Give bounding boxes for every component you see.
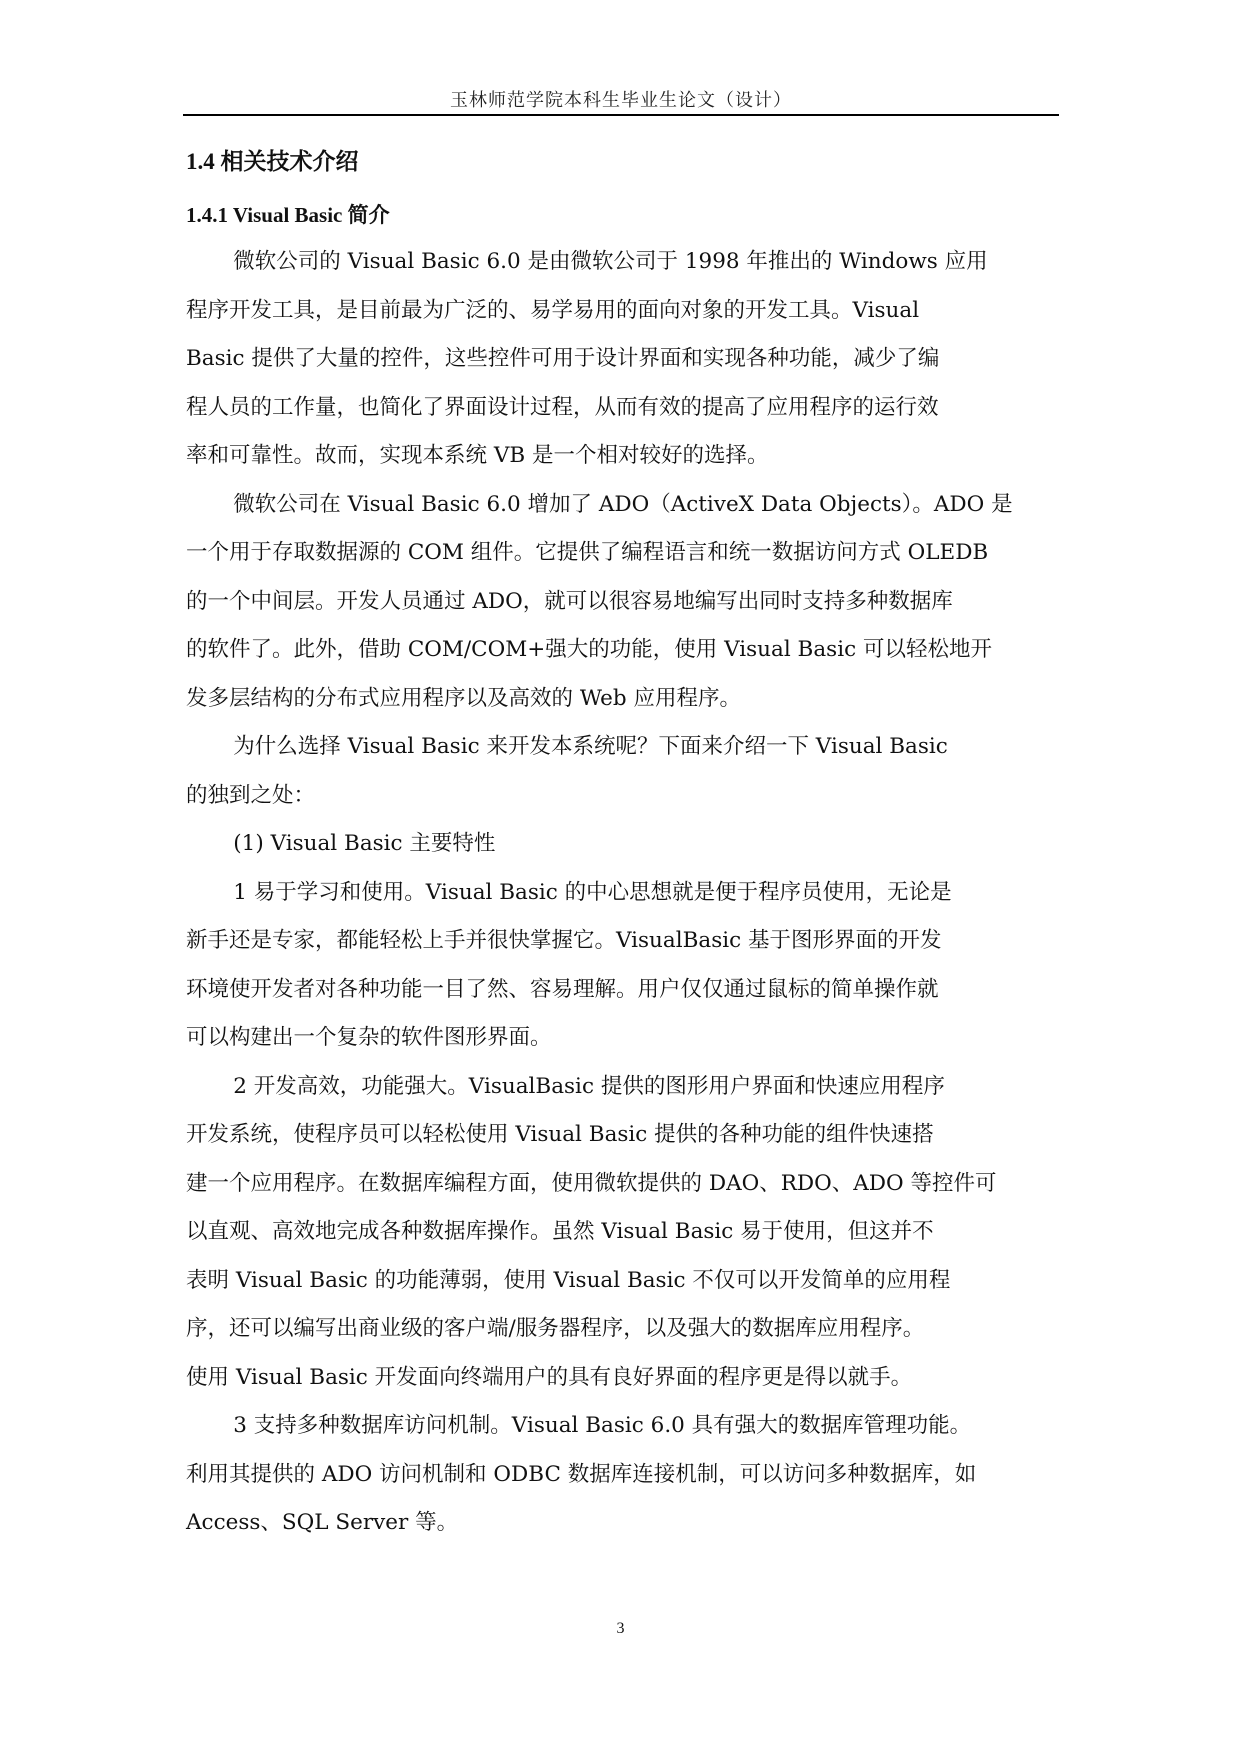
section-heading: 1.4 相关技术介绍 (186, 149, 359, 174)
paragraph (186, 820, 1054, 869)
paragraph-line: (1) Visual Basic 主要特性 (233, 831, 496, 856)
paragraph (186, 1063, 1054, 1403)
paragraph-line: 3 支持多种数据库访问机制。Visual Basic 6.0 具有强大的数据库管理功能。 (233, 1413, 972, 1438)
paragraph-line: 1 易于学习和使用。Visual Basic 的中心思想就是便于程序员使用，无论是 (233, 879, 952, 905)
paragraph-line: 微软公司在 Visual Basic 6.0 增加了 ADO（ActiveX Data Objects）。ADO 是 (233, 491, 1013, 517)
paragraph-line: 的一个中间层。开发人员通过 ADO，就可以很容易地编写出同时支持多种数据库 (186, 588, 953, 614)
paragraph-line: 一个用于存取数据源的 COM 组件。它提供了编程语言和统一数据访问方式 OLEDB (186, 540, 989, 565)
paragraph-line: 利用其提供的 ADO 访问机制和 ODBC 数据库连接机制，可以访问多种数据库，如 (186, 1461, 977, 1487)
paragraph-line: 率和可靠性。故而，实现本系统 VB 是一个相对较好的选择。 (186, 443, 769, 468)
paragraph-line: 的软件了。此外，借助 COM/COM+强大的功能，使用 Visual Basic 可以轻松地开 (186, 637, 992, 662)
paragraph-line: 环境使开发者对各种功能一目了然、容易理解。用户仅仅通过鼠标的简单操作就 (186, 976, 939, 1002)
paragraph-line: 开发系统，使程序员可以轻松使用 Visual Basic 提供的各种功能的组件快速搭 (186, 1122, 934, 1147)
paragraph (186, 238, 1054, 481)
paragraph-line: 2 开发高效，功能强大。VisualBasic 提供的图形用户界面和快速应用程序 (233, 1073, 945, 1099)
paragraph-line: 程人员的工作量，也简化了界面设计过程，从而有效的提高了应用程序的运行效 (186, 394, 939, 420)
paragraph-line: 发多层结构的分布式应用程序以及高效的 Web 应用程序。 (186, 685, 742, 711)
paragraph-line: 建一个应用程序。在数据库编程方面，使用微软提供的 DAO、RDO、ADO 等控件可 (186, 1170, 997, 1196)
subsection-heading: 1.4.1 Visual Basic 简介 (186, 203, 390, 227)
paragraph (186, 1402, 1054, 1548)
running-header: 玉林师范学院本科生毕业生论文（设计） (450, 90, 792, 111)
paragraph-list (186, 238, 1054, 1548)
paragraph-line: 表明 Visual Basic 的功能薄弱，使用 Visual Basic 不仅可以开发简单的应用程 (186, 1267, 951, 1293)
paragraph-line: 可以构建出一个复杂的软件图形界面。 (186, 1025, 552, 1050)
paragraph-line: 的独到之处： (186, 782, 316, 808)
paragraph-line: 序，还可以编写出商业级的客户端/服务器程序，以及强大的数据库应用程序。 (186, 1316, 925, 1341)
paragraph-line: 以直观、高效地完成各种数据库操作。虽然 Visual Basic 易于使用，但这并不 (186, 1219, 934, 1244)
paragraph-line: 程序开发工具，是目前最为广泛的、易学易用的面向对象的开发工具。Visual (186, 297, 920, 323)
paragraph (186, 869, 1054, 1063)
header-rule (183, 114, 1059, 116)
page-body (186, 146, 1054, 1548)
paragraph-line: 为什么选择 Visual Basic 来开发本系统呢？下面来介绍一下 Visual Basic (233, 734, 948, 759)
page-number: 3 (616, 1620, 625, 1637)
paragraph-line: 使用 Visual Basic 开发面向终端用户的具有良好界面的程序更是得以就手。 (186, 1364, 913, 1390)
paragraph-line: 新手还是专家，都能轻松上手并很快掌握它。VisualBasic 基于图形界面的开发 (186, 928, 942, 953)
paragraph-line: Basic 提供了大量的控件，这些控件可用于设计界面和实现各种功能，减少了编 (186, 346, 940, 371)
paragraph (186, 481, 1054, 724)
paragraph (186, 723, 1054, 820)
paragraph-line: Access、SQL Server 等。 (186, 1510, 459, 1535)
paragraph-line: 微软公司的 Visual Basic 6.0 是由微软公司于 1998 年推出的 Windows 应用 (233, 249, 988, 274)
